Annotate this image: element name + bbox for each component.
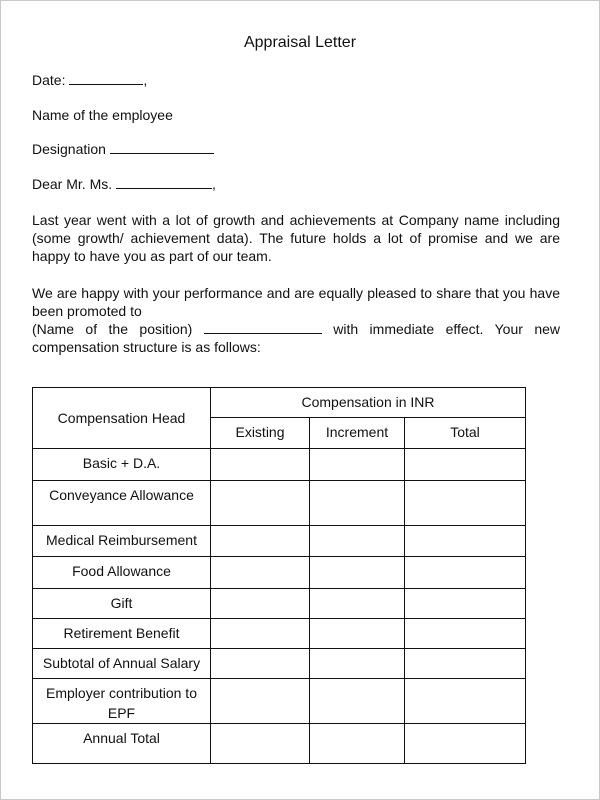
increment-cell[interactable] <box>310 649 405 679</box>
existing-cell[interactable] <box>211 449 310 481</box>
compensation-table <box>32 387 526 764</box>
table-row <box>33 724 526 764</box>
designation-label: Designation <box>32 141 106 157</box>
position-line <box>32 320 560 338</box>
paragraph-promotion <box>32 284 560 356</box>
row-label: Food Allowance <box>33 557 211 589</box>
existing-cell[interactable] <box>211 649 310 679</box>
date-label: Date: <box>32 72 66 88</box>
total-cell[interactable] <box>405 724 526 764</box>
column-total: Total <box>405 418 526 449</box>
increment-cell[interactable] <box>310 679 405 724</box>
table-row <box>33 679 526 724</box>
compensation-inr-header: Compensation in INR <box>211 388 526 418</box>
table-row <box>33 649 526 679</box>
existing-cell[interactable] <box>211 481 310 526</box>
increment-cell[interactable] <box>310 481 405 526</box>
increment-cell[interactable] <box>310 449 405 481</box>
effect-text: with immediate effect. Your new <box>333 321 561 337</box>
column-increment: Increment <box>310 418 405 449</box>
letter-title: Appraisal Letter <box>243 34 357 51</box>
row-label: Retirement Benefit <box>33 619 211 649</box>
row-label: Medical Reimbursement <box>33 526 211 557</box>
existing-cell[interactable] <box>211 526 310 557</box>
row-label: Gift <box>33 589 211 619</box>
total-cell[interactable] <box>405 526 526 557</box>
row-label: Annual Total <box>33 724 211 764</box>
total-cell[interactable] <box>405 619 526 649</box>
increment-cell[interactable] <box>310 557 405 589</box>
row-label: Subtotal of Annual Salary <box>33 649 211 679</box>
existing-cell[interactable] <box>211 589 310 619</box>
table-row <box>33 589 526 619</box>
comma: , <box>143 72 148 88</box>
table-row <box>33 619 526 649</box>
date-line <box>32 72 147 88</box>
column-existing: Existing <box>211 418 310 449</box>
row-label: Conveyance Allowance <box>33 481 211 526</box>
total-cell[interactable] <box>405 481 526 526</box>
increment-cell[interactable] <box>310 589 405 619</box>
salutation-blank[interactable] <box>116 176 212 189</box>
paragraph-growth: Last year went with a lot of growth and achievements at Company name including (some growth/ achievement data). The future holds a lot of promise and we are happy to have you as part of our team. <box>32 212 560 264</box>
designation-blank[interactable] <box>110 141 214 154</box>
promotion-text: We are happy with your performance and are equally pleased to share that you have been promoted to <box>32 285 560 319</box>
table-row <box>33 481 526 526</box>
total-cell[interactable] <box>405 589 526 619</box>
position-label: (Name of the position) <box>32 321 193 337</box>
compensation-head-header: Compensation Head <box>33 388 211 449</box>
date-blank[interactable] <box>69 72 143 85</box>
comma: , <box>212 176 216 192</box>
total-cell[interactable] <box>405 649 526 679</box>
total-cell[interactable] <box>405 449 526 481</box>
table-row <box>33 557 526 589</box>
increment-cell[interactable] <box>310 526 405 557</box>
existing-cell[interactable] <box>211 619 310 649</box>
table-row <box>33 526 526 557</box>
structure-text: compensation structure is as follows: <box>32 339 261 355</box>
existing-cell[interactable] <box>211 679 310 724</box>
total-cell[interactable] <box>405 679 526 724</box>
total-cell[interactable] <box>405 557 526 589</box>
designation-line <box>32 141 214 157</box>
increment-cell[interactable] <box>310 724 405 764</box>
existing-cell[interactable] <box>211 557 310 589</box>
salutation-label: Dear Mr. Ms. <box>32 176 113 192</box>
row-label: Employer contribution to EPF <box>33 679 211 724</box>
employee-name-label: Name of the employee <box>32 107 173 123</box>
row-label: Basic + D.A. <box>33 449 211 481</box>
existing-cell[interactable] <box>211 724 310 764</box>
increment-cell[interactable] <box>310 619 405 649</box>
table-row <box>33 449 526 481</box>
position-blank[interactable] <box>204 321 322 334</box>
salutation-line <box>32 176 216 192</box>
